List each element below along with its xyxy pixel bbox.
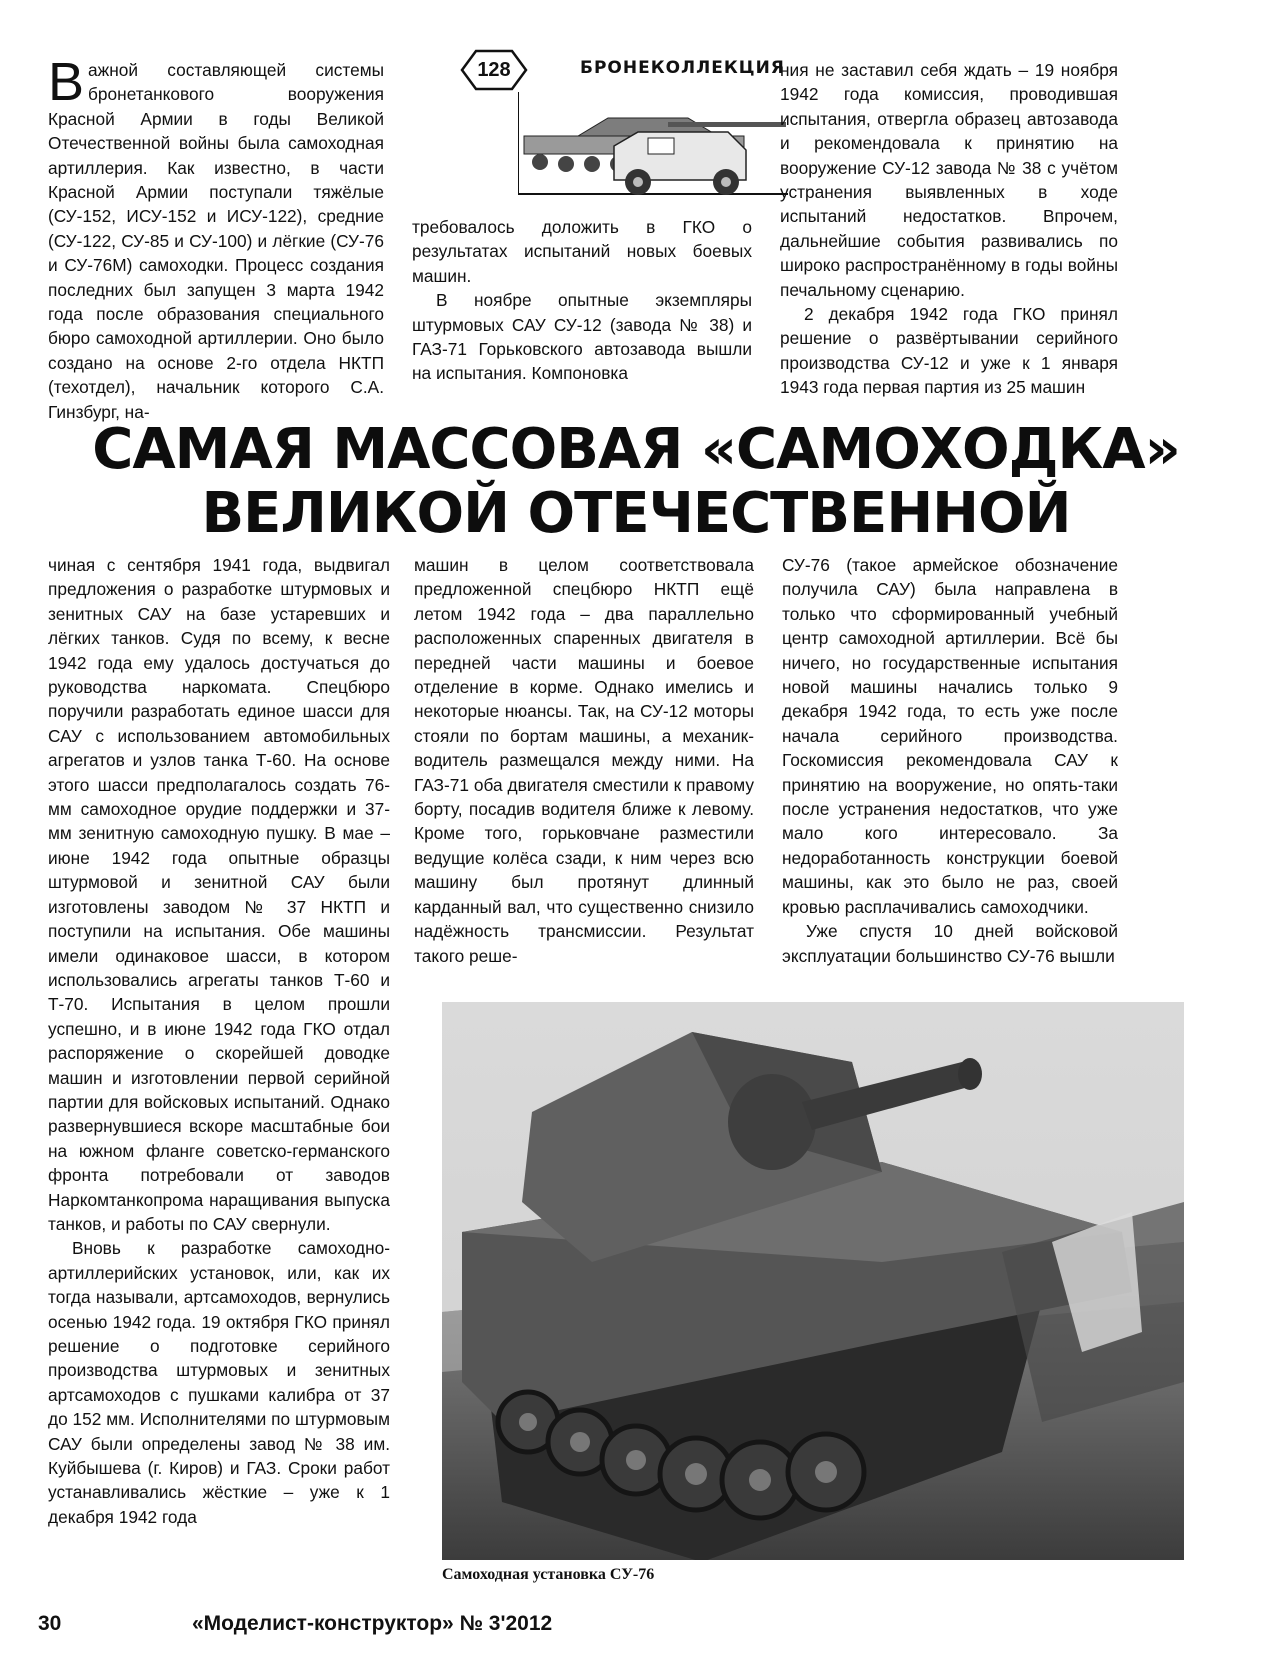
bottom-column-1 <box>48 553 390 1529</box>
bottom-col3-paragraph-1: СУ-76 (такое армейское обозначение получила САУ) была направлена в только что сформированный учебный центр самоходной артиллерии. Всё бы ничего, но государственные испытания новой машины начались только 9 декабря 1942 года, то есть уже после начала серийного производства. Госкомиссия рекомендовала САУ к принятию на вооружение, но опять-таки после устранения недостатков, что уже мало кого интересовало. За недоработанность конструкции боевой машины, как это было не раз, своей кровью расплачивались самоходчики. <box>782 555 1118 917</box>
top-column-1 <box>48 52 384 424</box>
bottom-col3-paragraph-2: Уже спустя 10 дней войсковой эксплуатации большинство СУ-76 вышли <box>782 921 1118 966</box>
top-col1-text: ажной составляющей системы бронетанкового вооружения Красной Армии в годы Великой Отечественной войны была самоходная артиллерия. Как известно, в части Красной Армии поступали тяжёлые (СУ-152, ИСУ-152 и ИСУ-122), средние (СУ-122, СУ-85 и СУ-100) и лёгкие (СУ-76 и СУ-76М) самоходки. Процесс создания последних был запущен 3 марта 1942 года после образования специального бюро самоходной артиллерии. Оно было создано на основе 2-го отдела НКТП (техотдел), начальник которого С.А. Гинзбург, на- <box>48 60 384 422</box>
badge-number: 128 <box>477 59 511 81</box>
top-col2-paragraph-2: В ноябре опытные экземпляры штурмовых САУ СУ-12 (завода № 38) и ГАЗ-71 Горьковского автозавода вышли на испытания. Компоновка <box>412 290 752 384</box>
photo-caption: Самоходная установка СУ-76 <box>442 1566 655 1583</box>
bottom-col1-paragraph-2: Вновь к разработке самоходно-артиллерийских установок, или, как их тогда называли, артсамоходов, вернулись осенью 1942 года. 19 октября ГКО принял решение о подготовке серийного производства штурмовых и зенитных артсамоходов с пушками калибра от 37 до 152 мм. Исполнителями по штурмовым САУ были определены завод № 38 им. Куйбышева (г. Киров) и ГАЗ. Сроки работ устанавливались жёсткие – уже к 1 декабря 1942 года <box>48 1238 390 1527</box>
su-76-photo <box>442 1002 1184 1560</box>
headline-line-1: САМАЯ МАССОВАЯ «САМОХОДКА» <box>92 417 1180 482</box>
top-column-3 <box>780 58 1118 400</box>
article-headline <box>0 418 1272 546</box>
top-column-2 <box>412 215 752 386</box>
top-col3-paragraph-2: 2 декабря 1942 года ГКО принял решение о развёртывании серийного производства СУ-12 и уже к 1 января 1943 года первая партия из 25 машин <box>780 304 1118 398</box>
issue-badge <box>458 48 530 92</box>
journal-issue: «Моделист-конструктор» № 3'2012 <box>192 1612 553 1635</box>
bottom-col1-paragraph-1: чиная с сентября 1941 года, выдвигал предложения о разработке штурмовых и зенитных САУ на базе устаревших и лёгких танков. Судя по всему, к весне 1942 года ему удалось достучаться до руководства наркомата. Спецбюро поручили разработать единое шасси для САУ с использованием автомобильных агрегатов и узлов танка Т-60. На основе этого шасси предполагалось создать 76-мм самоходное орудие поддержки и 37-мм зенитную самоходную пушку. В мае – июне 1942 года опытные образцы штурмовой и зенитной САУ были изготовлены заводом № 37 НКТП и поступили на испытания. Обе машины имели одинаковое шасси, в котором использовались агрегаты танков Т-60 и Т-70. Испытания в целом прошли успешно, и в июне 1942 года ГКО отдал распоряжение о скорейшей доводке машин и изготовлении первой серийной партии для войсковых испытаний. Однако развернувшиеся вскоре масштабные бои на южном фланге советско-германского фронта потребовали от заводов Наркомтанкопрома наращивания выпуска танков, и работы по САУ свернули. <box>48 555 390 1234</box>
drop-cap: В <box>48 52 85 112</box>
series-title: БРОНЕКОЛЛЕКЦИЯ <box>580 58 785 78</box>
bottom-column-2 <box>414 553 754 968</box>
page-number: 30 <box>38 1612 62 1635</box>
top-col3-paragraph-1: ния не заставил себя ждать – 19 ноября 1942 года комиссия, проводившая испытания, отвергла образец автозавода и рекомендовала к принятию на вооружение СУ-12 завода № 38 с учётом устранения выявленных в ходе испытаний недостатков. Впрочем, дальнейшие события развивались по широко распространённому в годы войны печальному сценарию. <box>780 60 1118 300</box>
top-col2-paragraph-1: требовалось доложить в ГКО о результатах испытаний новых боевых машин. <box>412 217 752 286</box>
bottom-column-3 <box>782 553 1118 968</box>
armor-vehicles-illustration <box>518 88 788 198</box>
headline-line-2: ВЕЛИКОЙ ОТЕЧЕСТВЕННОЙ <box>201 481 1071 546</box>
bottom-col2-paragraph-1: машин в целом соответствовала предложенной спецбюро НКТП ещё летом 1942 года – два параллельно расположенных спаренных двигателя в передней части машины и боевое отделение в корме. Однако имелись и некоторые нюансы. Так, на СУ-12 моторы стояли по бортам машины, а механик-водитель размещался между ними. На ГАЗ-71 оба двигателя сместили к правому борту, посадив водителя ближе к левому. Кроме того, горьковчане разместили ведущие колёса сзади, к ним через всю машину был протянут длинный карданный вал, что существенно снизило надёжность трансмиссии. Результат такого реше- <box>414 555 754 966</box>
